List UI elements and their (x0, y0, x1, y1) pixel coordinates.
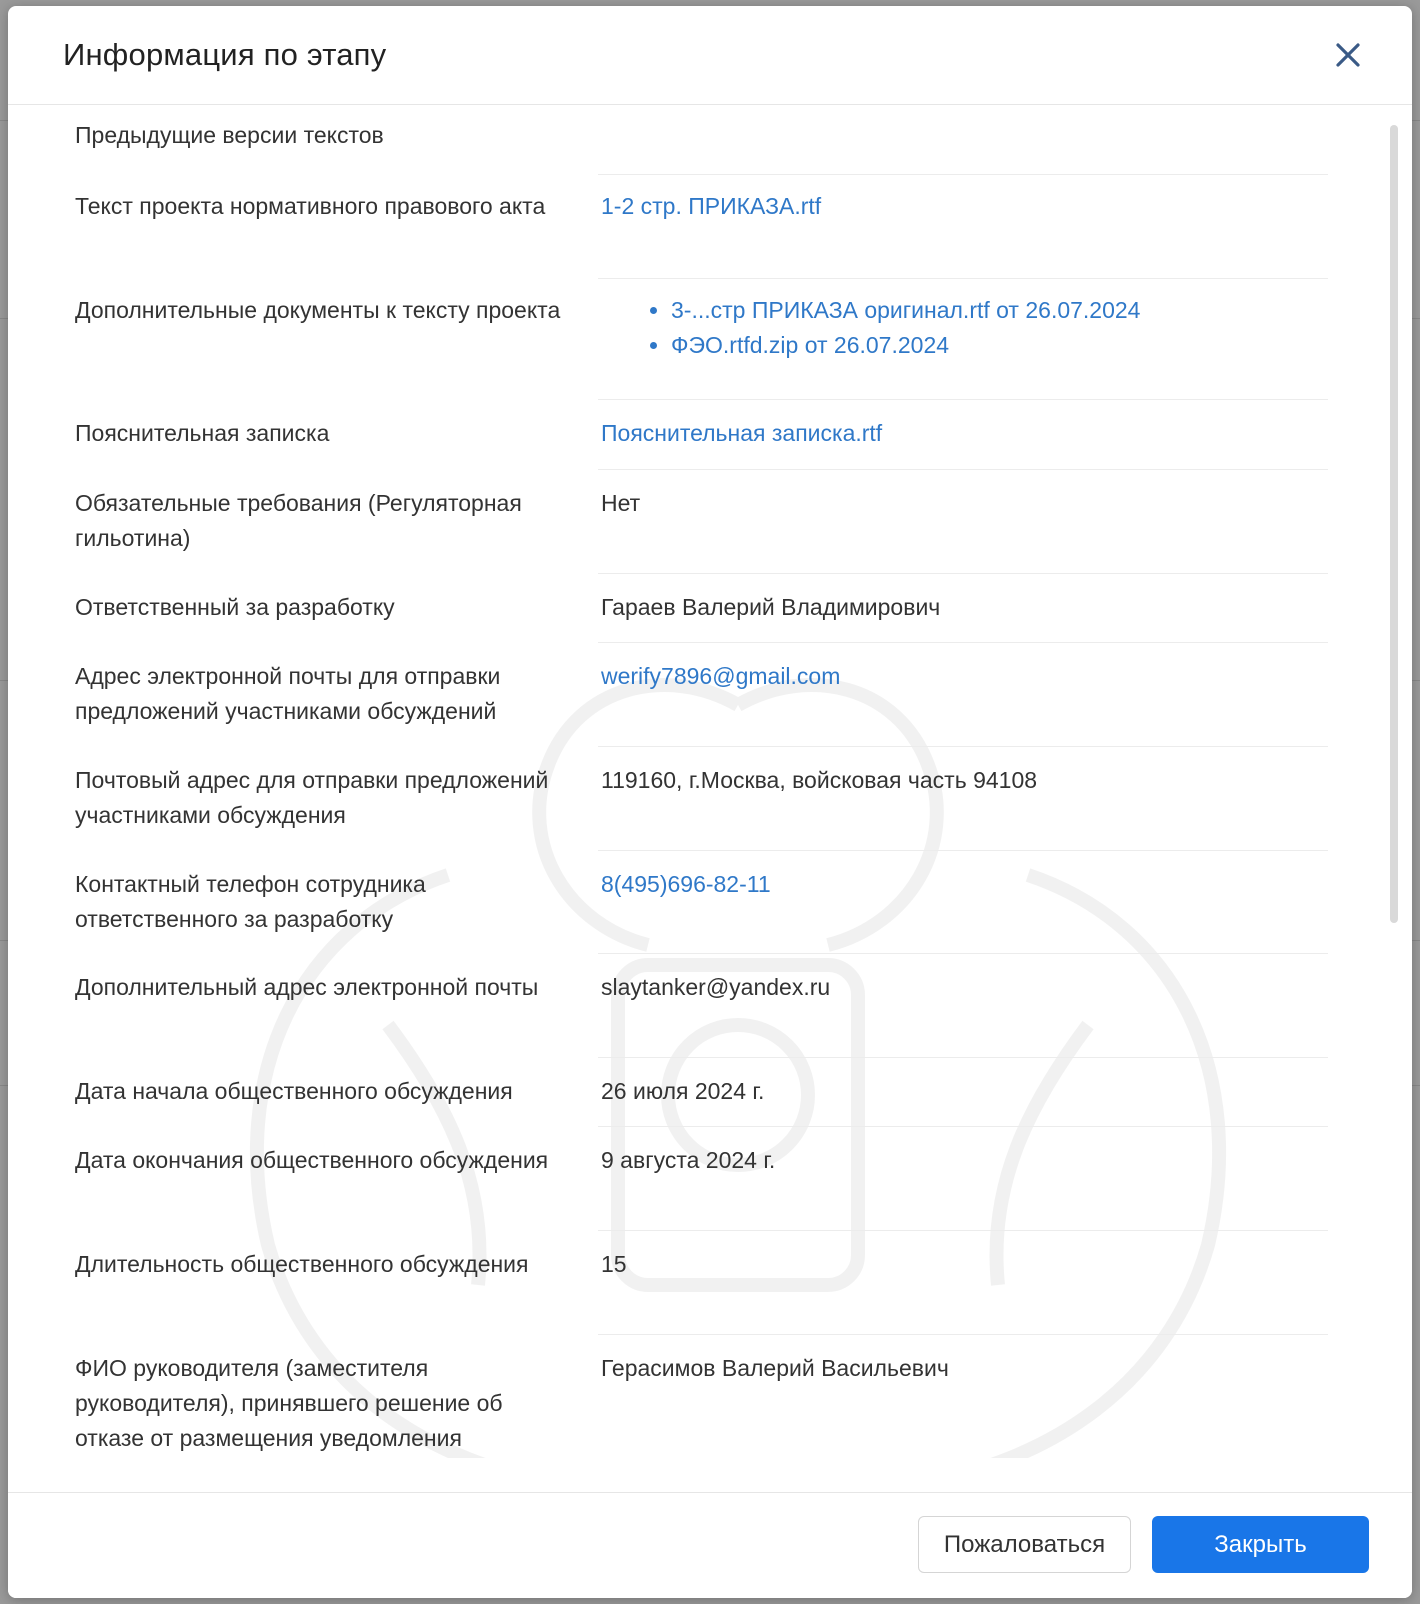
info-row (8, 1335, 1412, 1458)
additional-documents-list (601, 293, 1321, 363)
row-label: Контактный телефон сотрудника ответственного за разработку (75, 871, 426, 932)
modal-body[interactable] (8, 105, 1412, 1458)
info-row (8, 400, 1412, 470)
info-row (8, 279, 1412, 400)
modal-header (8, 6, 1412, 105)
row-label: Текст проекта нормативного правового акта (75, 193, 546, 219)
phone-link[interactable]: 8(495)696-82-11 (601, 871, 771, 897)
row-label: Дополнительный адрес электронной почты (75, 974, 539, 1000)
close-button[interactable]: Закрыть (1152, 1516, 1369, 1573)
info-row (8, 1058, 1412, 1127)
row-label: Обязательные требования (Регуляторная гильотина) (75, 490, 522, 551)
info-row (8, 175, 1412, 279)
scrollbar-thumb[interactable] (1390, 125, 1398, 923)
row-value: 119160, г.Москва, войсковая часть 94108 (601, 767, 1038, 793)
row-label: Длительность общественного обсуждения (75, 1251, 529, 1277)
row-label: ФИО руководителя (заместителя руководителя), принявшего решение об отказе от размещения уведомления (75, 1355, 503, 1451)
info-row (8, 851, 1412, 954)
info-row (8, 574, 1412, 643)
info-row (8, 747, 1412, 851)
info-row (8, 954, 1412, 1058)
email-link[interactable]: werify7896@gmail.com (601, 663, 841, 689)
row-label: Ответственный за разработку (75, 594, 395, 620)
row-label: Дата начала общественного обсуждения (75, 1078, 513, 1104)
additional-document-link[interactable]: 3-...стр ПРИКАЗА оригинал.rtf от 26.07.2024 (671, 297, 1141, 323)
explanatory-note-link[interactable]: Пояснительная записка.rtf (601, 420, 883, 446)
row-label: Дата окончания общественного обсуждения (75, 1147, 549, 1173)
modal-footer (8, 1492, 1412, 1598)
row-value: 9 августа 2024 г. (601, 1147, 776, 1173)
info-row (8, 470, 1412, 574)
info-row (8, 105, 1412, 175)
row-value: Гараев Валерий Владимирович (601, 594, 941, 620)
close-icon[interactable] (1328, 35, 1368, 75)
row-value: Герасимов Валерий Васильевич (601, 1355, 949, 1381)
info-row (8, 1127, 1412, 1231)
stage-info-modal (8, 6, 1412, 1598)
project-text-file-link[interactable]: 1-2 стр. ПРИКАЗА.rtf (601, 193, 822, 219)
row-value: Нет (601, 490, 641, 516)
row-label: Адрес электронной почты для отправки предложений участниками обсуждений (75, 663, 501, 724)
info-row (8, 1231, 1412, 1335)
info-row (8, 643, 1412, 747)
row-value: 26 июля 2024 г. (601, 1078, 765, 1104)
modal-title: Информация по этапу (63, 37, 387, 72)
complain-button[interactable]: Пожаловаться (918, 1516, 1131, 1573)
row-label: Пояснительная записка (75, 420, 330, 446)
additional-document-link[interactable]: ФЭО.rtfd.zip от 26.07.2024 (671, 332, 950, 358)
row-label: Почтовый адрес для отправки предложений участниками обсуждения (75, 767, 549, 828)
row-value: 15 (601, 1251, 627, 1277)
row-label: Дополнительные документы к тексту проекта (75, 297, 561, 323)
row-label: Предыдущие версии текстов (75, 122, 384, 148)
stage-info-list (8, 105, 1412, 1458)
row-value: slaytanker@yandex.ru (601, 974, 831, 1000)
